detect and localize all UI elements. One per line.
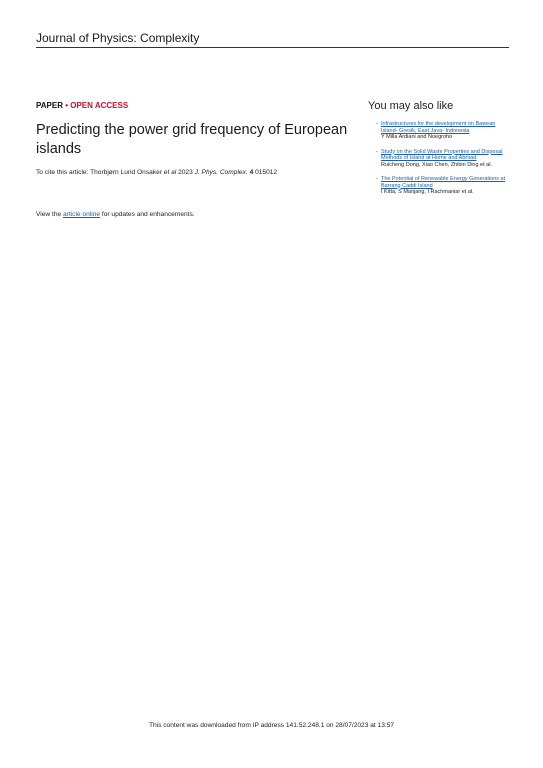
related-article-authors: I Kitta, S Manjang, I Rachmaniar et al. [381,189,474,195]
cite-prefix: To cite this article: Thorbjørn Lund Onsaker [36,169,164,176]
related-item [376,176,509,196]
download-footer: This content was downloaded from IP address 141.52.248.1 on 28/07/2023 at 13:57 [148,722,395,729]
citation-line [36,169,277,176]
related-article-link[interactable]: Infrastructures for the development on Bawean Island- Gresik, East Java- Indonesia [381,121,496,134]
related-item [376,148,509,169]
journal-title: Journal of Physics: Complexity [36,31,200,45]
label-separator: • [65,101,69,110]
cite-etal: et al [163,169,177,176]
view-prefix: View the [36,211,64,218]
related-article-authors: Y Milla Ardiani and Noegroho [381,134,453,140]
related-item [376,121,509,141]
header-divider [36,47,509,48]
related-heading: You may also like [368,100,454,112]
article-online-link[interactable]: article online [63,211,101,218]
open-access-badge: OPEN ACCESS [70,101,129,110]
list-bullet: - [376,176,378,182]
article-title: Predicting the power grid frequency of European islands [36,122,348,157]
list-bullet: - [376,148,378,155]
view-suffix: for updates and enhancements. [100,211,195,218]
cite-article-number: 015012 [253,169,278,176]
article-type-label [36,101,128,110]
related-article-link[interactable]: Study on the Solid Waste Properties and Disposal Methods of Island at Home and Abroad [381,148,503,161]
related-article-authors: Ruicheng Dong, Xiao Chen, Zhibin Ding et al. [381,161,492,168]
list-bullet: - [376,121,378,127]
cite-volume: 4 [247,169,254,176]
view-online-line [36,211,195,218]
cite-journal: J. Phys. Complex. [194,169,248,176]
cite-year: 2023 [176,169,195,176]
paper-type: PAPER [36,101,63,110]
related-articles-list [376,121,509,204]
related-article-link[interactable]: The Potential of Renewable Energy Generations at Barrang Caddi Island [381,176,506,189]
